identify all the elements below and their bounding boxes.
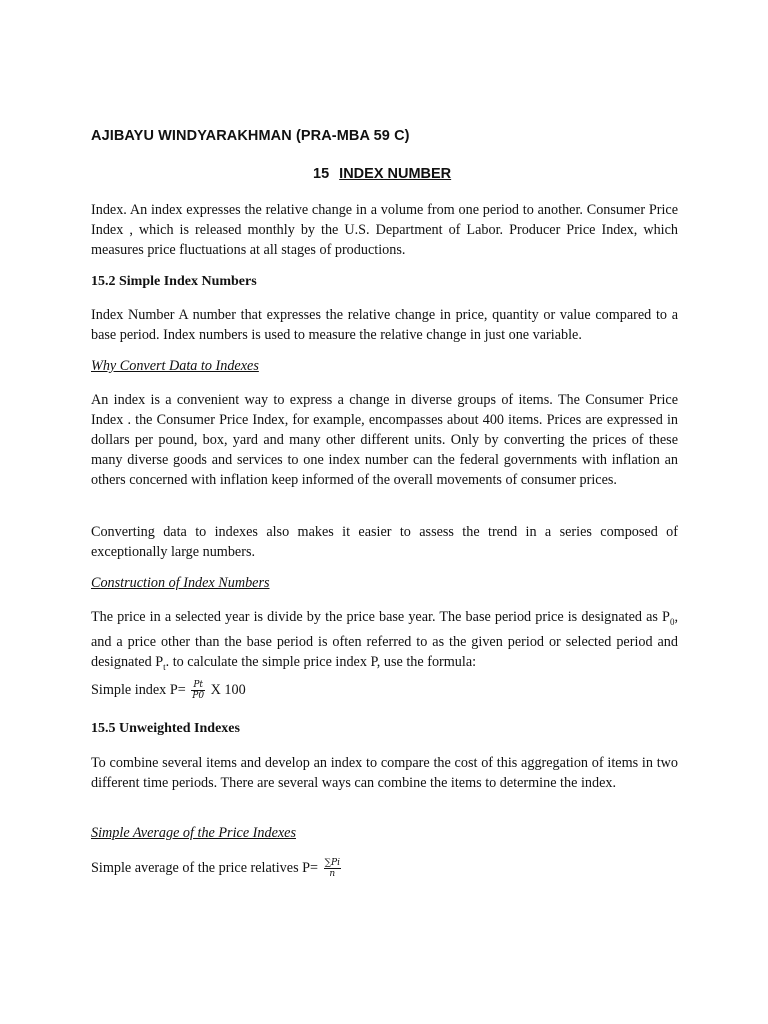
construction-text-b: , and a price other than the base period is often referred to as the given period or selected period and designated P [91,609,678,670]
section-15-2-paragraph [91,305,678,345]
section-15-2-heading: 15.2 Simple Index Numbers [91,274,257,289]
subscript-zero: 0 [669,616,675,627]
intro-text: Index. An index expresses the relative change in a volume from one period to another. Consumer Price Index , which is released monthly by the U.S. Department of Labor. Producer Price Index, which measures price fluctuations at all stages of productions. [91,202,678,258]
simple-index-denominator: P0 [192,691,205,701]
simple-average-formula [91,858,343,879]
document-page [91,0,678,1024]
simple-average-label: Simple average of the price relatives P= [91,859,319,876]
construction-text-a: The price in a selected year is divide by the price base year. The base period price is designated as P [91,609,670,625]
simple-index-label: Simple index P= [91,681,186,698]
section-15-5-text: To combine several items and develop an index to compare the cost of this aggregation of items in two different time periods. There are several ways can combine the items to determine the index. [91,755,678,791]
why-convert-subheading: Why Convert Data to Indexes [91,358,259,374]
simple-average-subheading: Simple Average of the Price Indexes [91,825,296,841]
chapter-title-text: INDEX NUMBER [339,166,452,182]
construction-text-c: . to calculate the simple price index P, use the formula: [165,653,477,670]
why-convert-paragraph-1 [91,390,678,490]
simple-average-fraction [324,858,341,879]
section-15-5-heading: 15.5 Unweighted Indexes [91,721,240,736]
simple-average-numerator: ∑Pi [324,858,340,868]
construction-text [91,607,678,677]
intro-paragraph [91,200,678,260]
simple-average-denominator: n [329,869,336,879]
simple-index-fraction [191,680,205,701]
author-line: AJIBAYU WINDYARAKHMAN (PRA-MBA 59 C) [91,128,410,144]
why-convert-paragraph-2 [91,522,678,562]
why-convert-text-2: Converting data to indexes also makes it easier to assess the trend in a series composed of exceptionally large numbers. [91,524,678,560]
construction-paragraph [91,607,678,677]
simple-index-formula [91,680,246,701]
simple-index-suffix: X 100 [210,681,246,698]
chapter-number: 15 [313,166,330,182]
section-15-2-text: Index Number A number that expresses the relative change in price, quantity or value compared to a base period. Index numbers is used to measure the relative change in just one variable. [91,307,678,343]
why-convert-text-1: An index is a convenient way to express a change in diverse groups of items. The Consumer Price Index . the Consumer Price Index, for example, encompasses about 400 items. Prices are expressed in dollars per pound, box, yard and many other different units. Only by converting the prices of these many diverse goods and services to one index number can the federal governments with inflation an others concerned with inflation keep informed of the overall movements of consumer prices. [91,392,678,488]
construction-subheading: Construction of Index Numbers [91,575,270,591]
simple-index-numerator: Pt [191,680,205,691]
subscript-t: t [163,661,166,672]
chapter-title [313,166,451,182]
section-15-5-paragraph [91,753,678,793]
